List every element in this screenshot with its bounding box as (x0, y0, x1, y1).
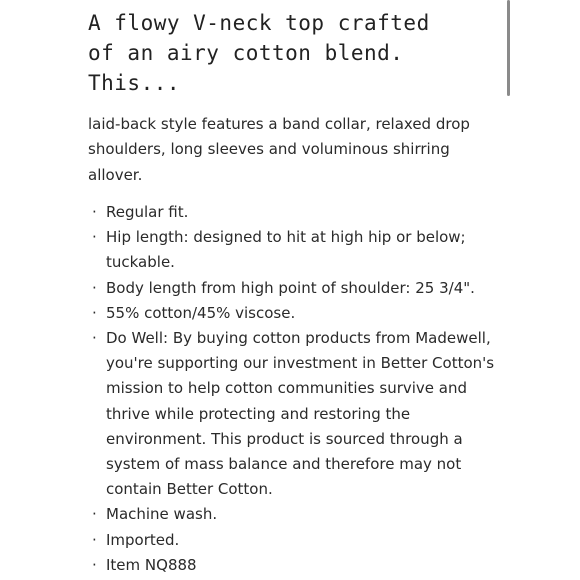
list-item-text: Item NQ888 (106, 555, 197, 574)
list-item-text: Body length from high point of shoulder: 25 3/4". (106, 278, 475, 297)
list-item (88, 200, 508, 225)
list-item (88, 276, 508, 301)
list-item-text: Hip length: designed to hit at high hip or below; tuckable. (106, 228, 466, 272)
bullet-dot-icon: · (92, 505, 97, 524)
bullet-dot-icon: · (92, 329, 97, 348)
bullet-dot-icon: · (92, 278, 97, 297)
list-item-text: Imported. (106, 530, 180, 549)
list-item-text: Regular fit. (106, 203, 189, 221)
list-item (88, 326, 508, 502)
bullet-dot-icon: · (92, 530, 97, 549)
list-item (88, 502, 508, 527)
list-item (88, 528, 508, 553)
list-item (88, 225, 508, 275)
bullet-dot-icon: · (92, 228, 97, 247)
bullet-dot-icon: · (92, 203, 97, 221)
product-details-list (88, 200, 508, 578)
bullet-dot-icon: · (92, 555, 97, 574)
bullet-dot-icon: · (92, 303, 97, 322)
list-item (88, 553, 508, 578)
list-item (88, 301, 508, 326)
description-intro: laid-back style features a band collar, relaxed drop shoulders, long sleeves and voluminous shirring allover. (88, 115, 470, 184)
vertical-scrollbar[interactable] (507, 0, 510, 96)
list-item-text: Machine wash. (106, 505, 218, 524)
list-item-text: Do Well: By buying cotton products from Madewell, you're supporting our investment in Better Cotton's mission to help cotton communities survive and thrive while protecting and restoring the environment. This product is sourced through a system of mass balance and therefore may not contain Better Cotton. (106, 329, 495, 499)
list-item-text: 55% cotton/45% viscose. (106, 303, 296, 322)
description-headline: A flowy V-neck top crafted of an airy cotton blend. This... (88, 11, 430, 95)
